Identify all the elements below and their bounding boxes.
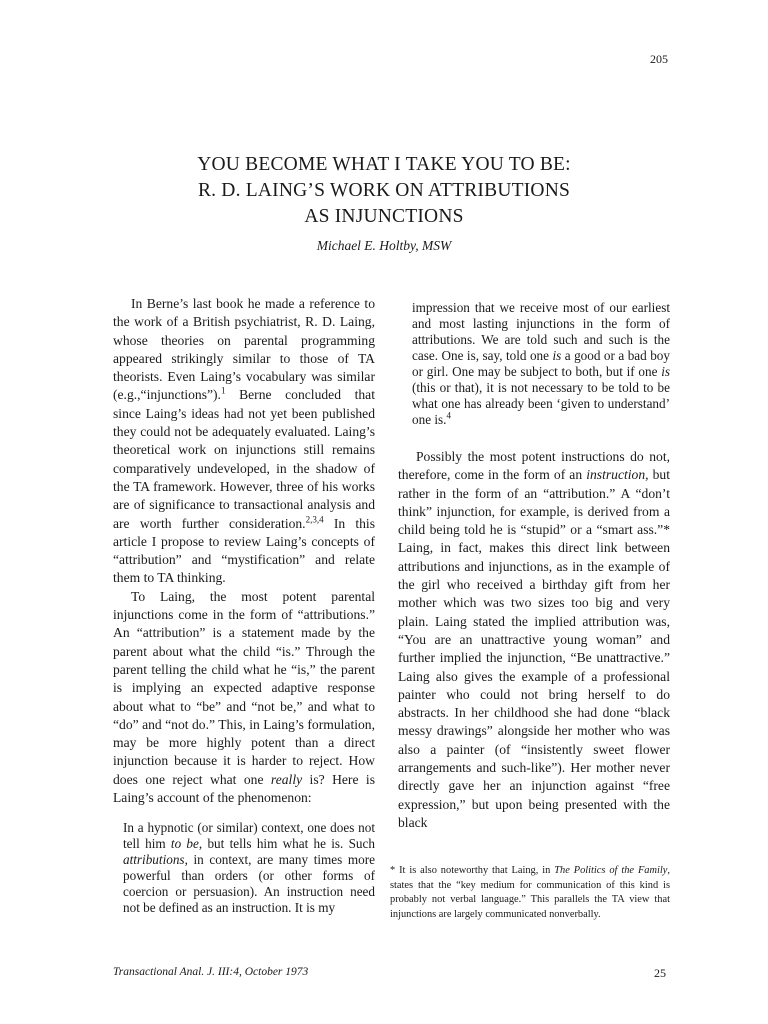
citation-ref: 1 xyxy=(220,385,226,396)
paragraph-potent-instructions: Possibly the most potent instructions do not, therefore, come in the form of an instruction, but rather in the form of an “attribution.” A “don’t think” injunction, for example, is derived from a child being told he is “stupid” or a “smart ass.”* Laing, in fact, makes this direct link between attributions and injunctions, as in the example of the girl who received a birthday gift from her mother which was two sizes too big and very plain. Laing stated the implied attribution was, “You are an unattractive young woman” and further implied the injunction, “Be unattractive.” Laing also gives the example of a professional painter who could not bring herself to do abstracts. In her childhood she had done “black messy drawings” alongside her mother who was also a painter (of “insistently sweet flower arrangements and such-like”). Her mother never directly gave her an injunction against “free expression,” but upon being presented with the black xyxy=(398,449,671,830)
journal-citation: Transactional Anal. J. III:4, October 1973 xyxy=(113,966,309,978)
article-title xyxy=(100,152,668,230)
right-column xyxy=(398,300,670,832)
left-column xyxy=(113,295,375,916)
page-number-top: 205 xyxy=(650,52,668,66)
citation-ref: 2,3,4 xyxy=(305,514,324,525)
block-quote: In a hypnotic (or similar) context, one does not tell him to be, but tells him what he is. Such attributions, in context, are many times more powerful than orders (or other forms of coercion or persuasion). An instruction need not be defined as an instruction. It is my xyxy=(123,820,375,916)
footnote: * It is also noteworthy that Laing, in The Politics of the Family, states that the “key medium for communication of this kind is probably not verbal language.” This parallels the TA view that injunctions are largely communicated nonverbally. xyxy=(390,865,670,920)
paragraph-intro: In Berne’s last book he made a reference to the work of a British psychiatrist, R. D. Laing, whose theories on parental programming appeared strikingly similar to those of TA theorists. Even Laing’s vocabulary was similar (e.g.,“injunctions”).$^1$ Berne concluded that since Laing’s ideas had not yet been published they could not be adequately evaluated. Laing’s theoretical work on injunctions still remains comparatively undeveloped, in the shadow of the TA framework. However, three of his works are of significance to transactional analysis and are worth further consideration.$^{2,3,4}$ In this article I propose to review Laing’s concepts of “attribution” and “mystification” and relate them to TA thinking. xyxy=(113,296,375,586)
citation-ref: 4 xyxy=(446,410,451,421)
page-number-bottom: 25 xyxy=(654,966,666,980)
author-byline: Michael E. Holtby, MSW xyxy=(316,238,452,253)
title-line-2: R. D. LAING’S WORK ON ATTRIBUTIONS xyxy=(197,180,571,201)
paragraph-attributions: To Laing, the most potent parental injunctions come in the form of “attributions.” An “attribution” is a statement made by the parent about what the child “is.” Through the parent telling the child what he “is,” the parent is implying an expected adaptive response about what to “be” and “not be,” and what to “do” and “not do.” This, in Laing’s formulation, may be more highly potent than a direct injunction because it is harder to reject. How does one reject what one really is? Here is Laing’s account of the phenomenon: xyxy=(113,588,375,806)
block-quote-continued: impression that we receive most of our earliest and most lasting injunctions in the form of attributions. We are told such and such is the case. One is, say, told one is a good or a bad boy or girl. One may be subject to both, but if one is (this or that), it is not necessary to be told to be what one has already been ‘given to understand’ one is.$^4$ xyxy=(412,300,670,427)
title-line-3: AS INJUNCTIONS xyxy=(304,206,464,227)
title-line-1: YOU BECOME WHAT I TAKE YOU TO BE: xyxy=(197,154,571,175)
